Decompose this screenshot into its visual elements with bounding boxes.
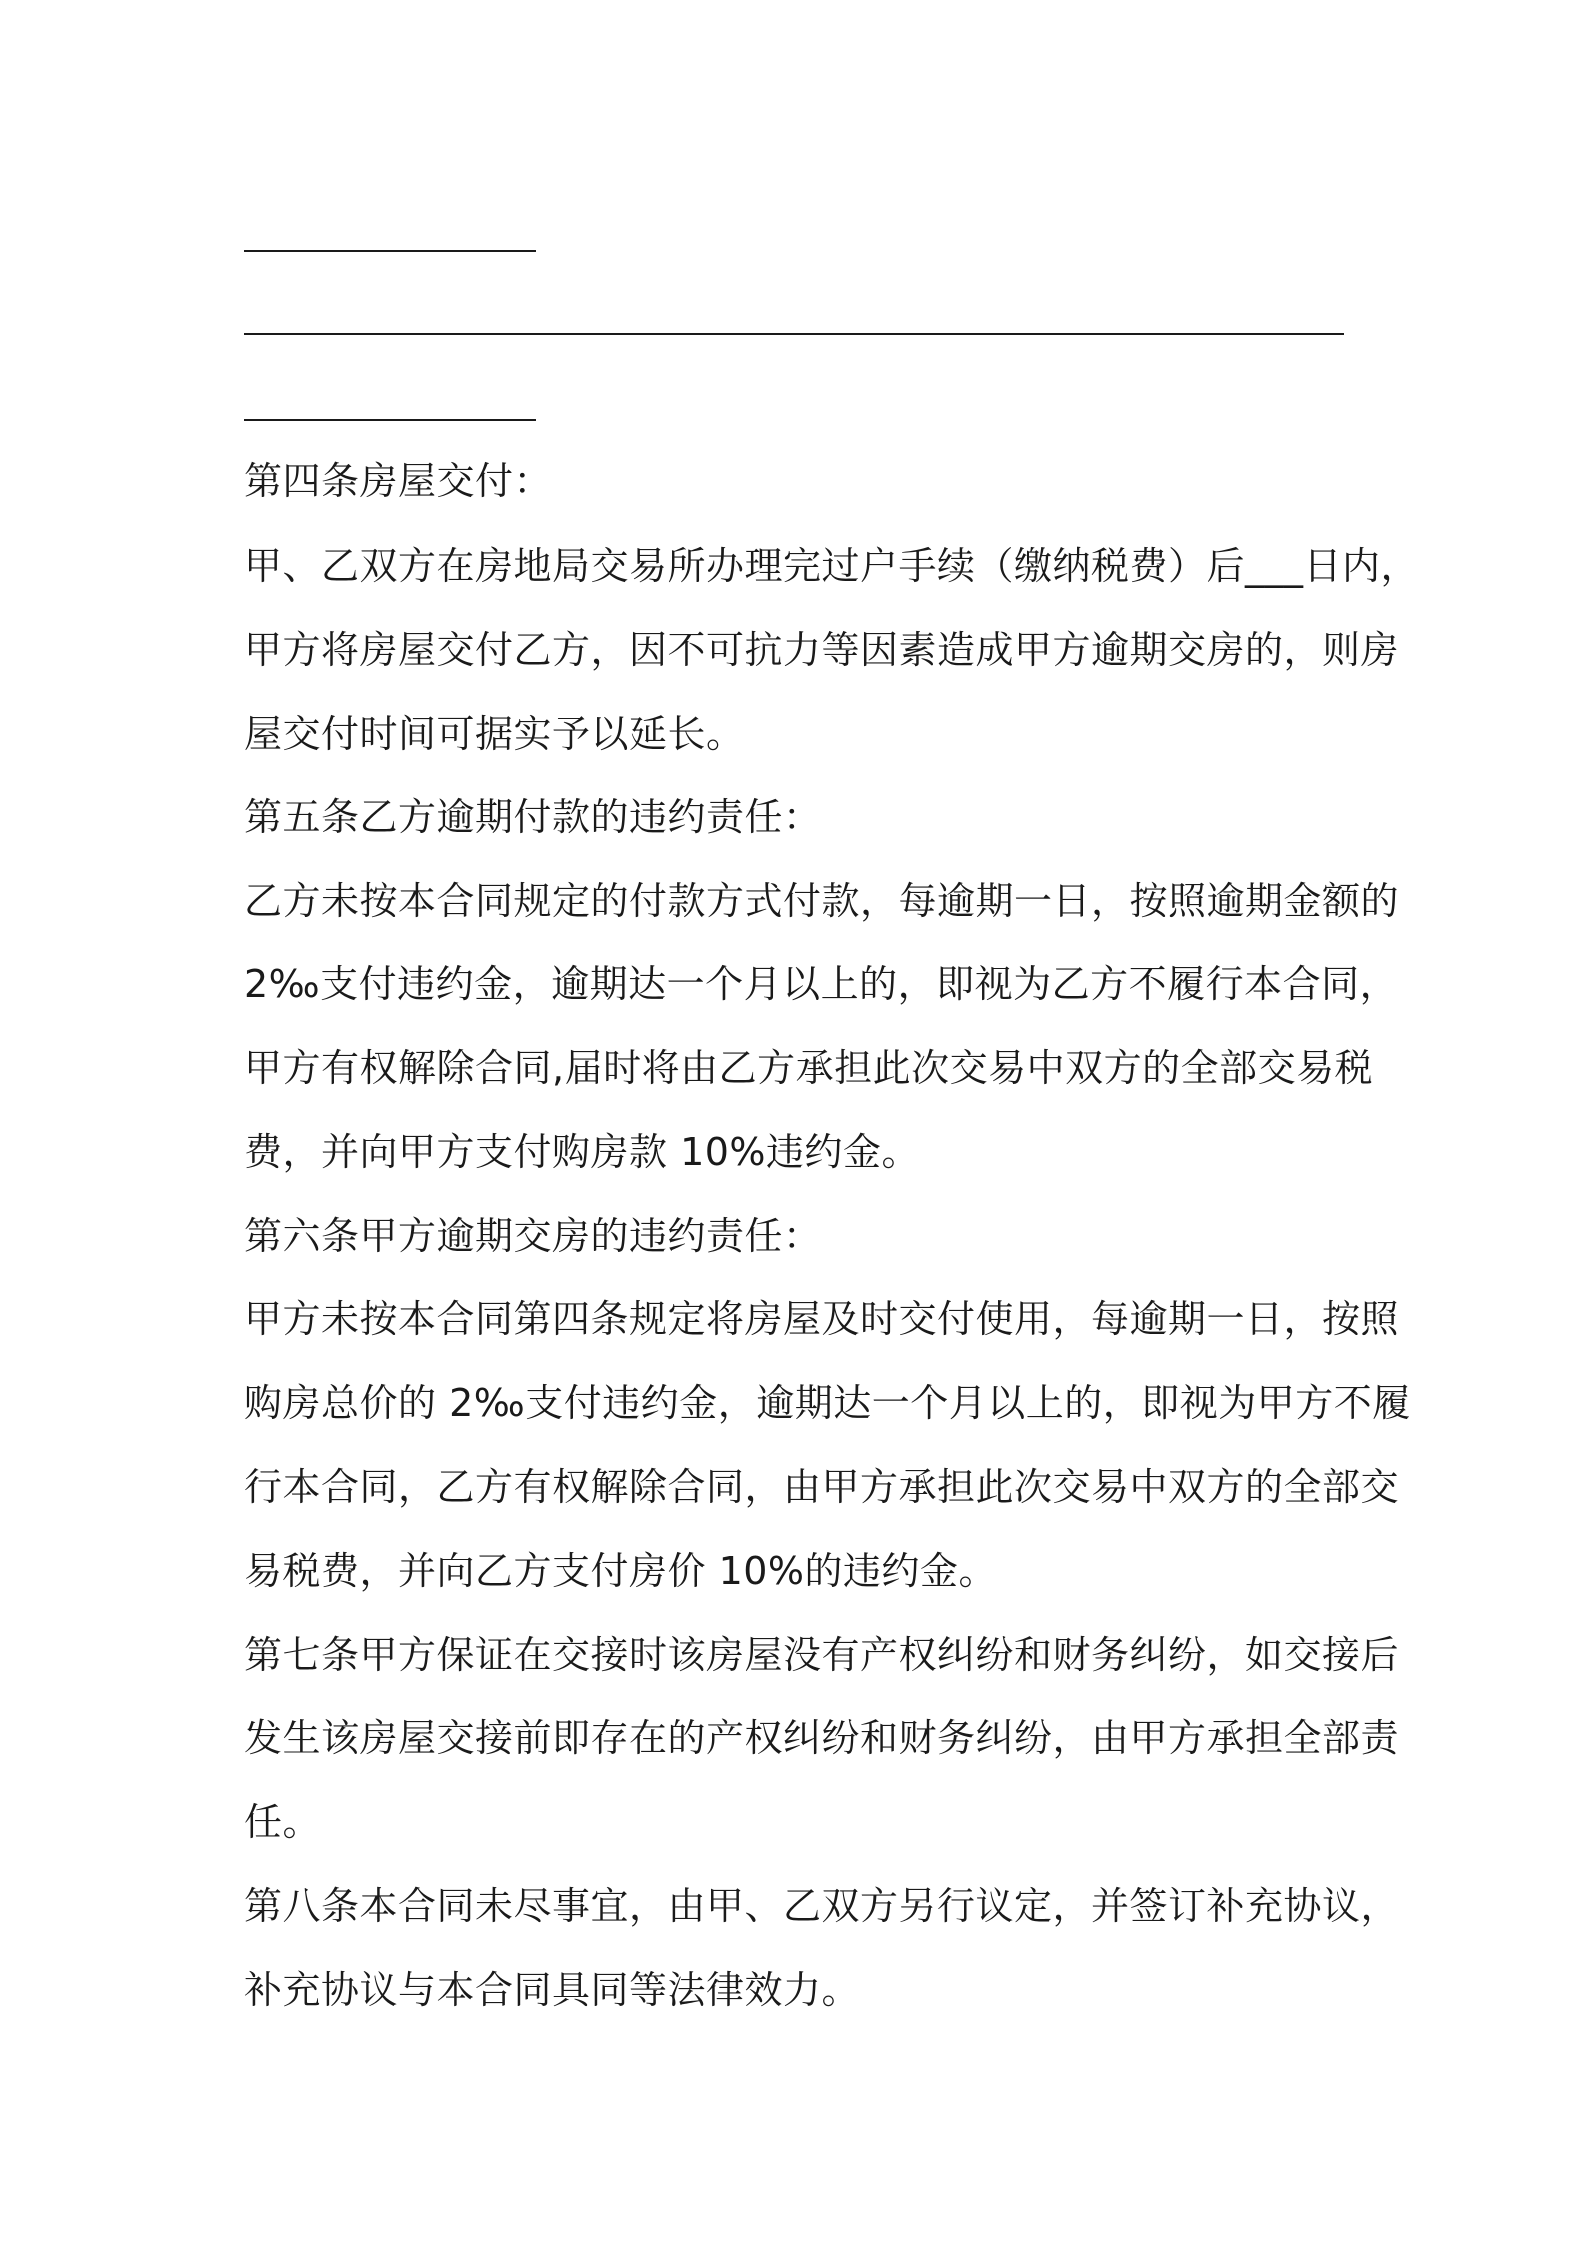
clause-6-heading: 第六条甲方逾期交房的违约责任： [244,1214,822,1258]
clause-4-text-line-3: 屋交付时间可据实予以延长。 [244,712,745,756]
clause-6-text-line-1: 甲方未按本合同第四条规定将房屋及时交付使用，每逾期一日，按照 [244,1297,1400,1341]
clause-4-text-line-1: 甲、乙双方在房地局交易所办理完过户手续（缴纳税费）后___日内， [244,544,1420,588]
clause-4-heading: 第四条房屋交付： [244,459,553,503]
clause-5-text-line-1: 乙方未按本合同规定的付款方式付款，每逾期一日，按照逾期金额的 [244,879,1400,923]
clause-8-text-line-1: 第八条本合同未尽事宜，由甲、乙双方另行议定，并签订补充协议， [244,1884,1400,1928]
clause-6-text-line-3: 行本合同，乙方有权解除合同，由甲方承担此次交易中双方的全部交 [244,1465,1400,1509]
clause-6-text-line-4: 易税费，并向乙方支付房价 10%的违约金。 [244,1549,998,1593]
blank-line-1 [244,250,536,252]
blank-line-3 [244,419,536,421]
clause-7-text-line-1: 第七条甲方保证在交接时该房屋没有产权纠纷和财务纠纷，如交接后 [244,1633,1400,1677]
clause-8-text-line-2: 补充协议与本合同具同等法律效力。 [244,1968,861,2012]
clause-5-text-line-2: 2‰支付违约金，逾期达一个月以上的，即视为乙方不履行本合同， [244,962,1399,1006]
clause-7-text-line-3: 任。 [244,1800,322,1844]
clause-5-text-line-3: 甲方有权解除合同,届时将由乙方承担此次交易中双方的全部交易税 [244,1046,1374,1090]
clause-7-text-line-2: 发生该房屋交接前即存在的产权纠纷和财务纠纷，由甲方承担全部责 [244,1716,1400,1760]
clause-5-heading: 第五条乙方逾期付款的违约责任： [244,795,822,839]
clause-6-text-line-2: 购房总价的 2‰支付违约金，逾期达一个月以上的，即视为甲方不履 [244,1381,1411,1425]
blank-line-2 [244,333,1344,335]
clause-4-text-line-2: 甲方将房屋交付乙方，因不可抗力等因素造成甲方逾期交房的，则房 [244,628,1400,672]
clause-5-text-line-4: 费，并向甲方支付购房款 10%违约金。 [244,1130,921,1174]
